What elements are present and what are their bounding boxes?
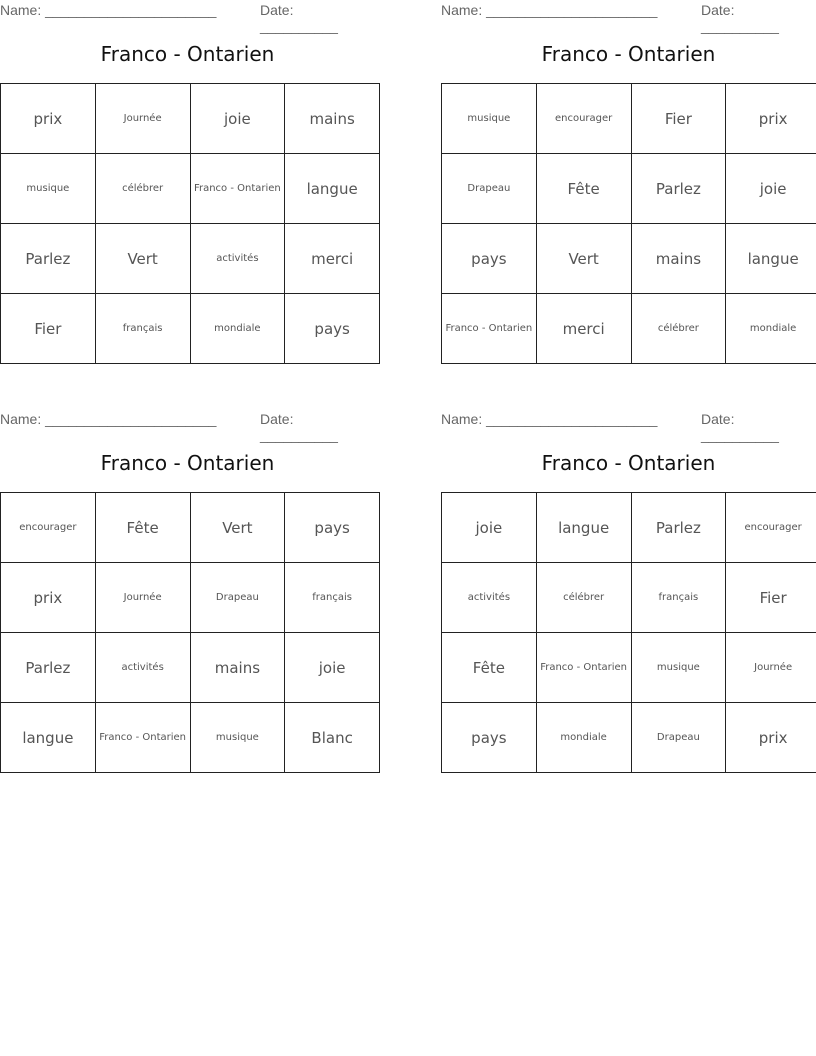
grid-row <box>1 493 380 563</box>
grid-cell: Parlez <box>1 224 96 294</box>
grid-cell: encourager <box>726 493 816 563</box>
grid-cell: Fête <box>95 493 190 563</box>
grid-cell: célébrer <box>631 294 726 364</box>
grid-cell: Journée <box>95 563 190 633</box>
grid-cell: pays <box>285 493 380 563</box>
bingo-grid <box>0 492 380 773</box>
grid-cell: activités <box>95 633 190 703</box>
grid-cell: Blanc <box>285 703 380 773</box>
grid-cell: Fier <box>1 294 96 364</box>
grid-row <box>442 294 816 364</box>
date-field-label: Date: __________ <box>701 411 779 443</box>
grid-row <box>1 633 380 703</box>
grid-cell: mondiale <box>536 703 631 773</box>
grid-cell: mondiale <box>190 294 285 364</box>
grid-row <box>1 563 380 633</box>
grid-cell: Fête <box>536 154 631 224</box>
grid-cell: encourager <box>536 84 631 154</box>
grid-cell: musique <box>631 633 726 703</box>
grid-cell: musique <box>1 154 96 224</box>
grid-cell: activités <box>190 224 285 294</box>
grid-cell: mains <box>285 84 380 154</box>
grid-cell: français <box>285 563 380 633</box>
card-title: Franco - Ontarien <box>100 42 275 66</box>
grid-cell: joie <box>285 633 380 703</box>
grid-cell: Franco - Ontarien <box>190 154 285 224</box>
bingo-grid <box>441 492 816 773</box>
bingo-card-2 <box>441 0 816 338</box>
grid-cell: Parlez <box>631 493 726 563</box>
card-title: Franco - Ontarien <box>541 42 716 66</box>
grid-cell: Fier <box>631 84 726 154</box>
grid-cell: Parlez <box>631 154 726 224</box>
grid-cell: Journée <box>95 84 190 154</box>
grid-cell: Journée <box>726 633 816 703</box>
grid-cell: Parlez <box>1 633 96 703</box>
date-field-label: Date: __________ <box>701 2 779 34</box>
grid-cell: Fête <box>442 633 537 703</box>
grid-cell: langue <box>1 703 96 773</box>
grid-cell: merci <box>285 224 380 294</box>
grid-row <box>442 154 816 224</box>
name-field-label: Name: ______________________ <box>441 2 658 18</box>
date-field-label: Date: __________ <box>260 2 338 34</box>
grid-cell: mains <box>190 633 285 703</box>
grid-cell: pays <box>442 703 537 773</box>
bingo-grid <box>441 83 816 364</box>
grid-cell: langue <box>726 224 816 294</box>
card-header <box>441 0 816 34</box>
grid-cell: joie <box>190 84 285 154</box>
grid-cell: Vert <box>190 493 285 563</box>
bingo-card-3 <box>0 409 375 747</box>
grid-cell: merci <box>536 294 631 364</box>
card-title: Franco - Ontarien <box>541 451 716 475</box>
grid-cell: français <box>95 294 190 364</box>
grid-cell: mondiale <box>726 294 816 364</box>
bingo-card-1 <box>0 0 375 338</box>
grid-cell: musique <box>190 703 285 773</box>
grid-cell: pays <box>285 294 380 364</box>
card-title: Franco - Ontarien <box>100 451 275 475</box>
grid-cell: Franco - Ontarien <box>536 633 631 703</box>
grid-cell: Drapeau <box>442 154 537 224</box>
grid-row <box>1 224 380 294</box>
grid-cell: Vert <box>536 224 631 294</box>
date-field-label: Date: __________ <box>260 411 338 443</box>
grid-cell: encourager <box>1 493 96 563</box>
card-header <box>0 409 375 443</box>
grid-cell: pays <box>442 224 537 294</box>
grid-row <box>1 294 380 364</box>
name-field-label: Name: ______________________ <box>441 411 658 427</box>
grid-cell: mains <box>631 224 726 294</box>
grid-row <box>1 703 380 773</box>
grid-cell: Fier <box>726 563 816 633</box>
grid-cell: prix <box>726 703 816 773</box>
grid-row <box>1 84 380 154</box>
grid-cell: langue <box>536 493 631 563</box>
grid-cell: musique <box>442 84 537 154</box>
bingo-card-4 <box>441 409 816 747</box>
grid-cell: joie <box>442 493 537 563</box>
grid-row <box>442 703 816 773</box>
card-header <box>0 0 375 34</box>
grid-cell: français <box>631 563 726 633</box>
name-field-label: Name: ______________________ <box>0 2 217 18</box>
grid-cell: prix <box>1 563 96 633</box>
grid-cell: langue <box>285 154 380 224</box>
grid-row <box>442 84 816 154</box>
grid-cell: célébrer <box>95 154 190 224</box>
grid-cell: célébrer <box>536 563 631 633</box>
grid-cell: joie <box>726 154 816 224</box>
grid-cell: Drapeau <box>190 563 285 633</box>
grid-row <box>442 493 816 563</box>
grid-cell: prix <box>726 84 816 154</box>
grid-cell: prix <box>1 84 96 154</box>
grid-cell: Vert <box>95 224 190 294</box>
grid-row <box>442 563 816 633</box>
grid-cell: Drapeau <box>631 703 726 773</box>
grid-row <box>442 633 816 703</box>
grid-row <box>442 224 816 294</box>
card-header <box>441 409 816 443</box>
grid-cell: Franco - Ontarien <box>442 294 537 364</box>
grid-cell: activités <box>442 563 537 633</box>
grid-cell: Franco - Ontarien <box>95 703 190 773</box>
name-field-label: Name: ______________________ <box>0 411 217 427</box>
bingo-grid <box>0 83 380 364</box>
grid-row <box>1 154 380 224</box>
